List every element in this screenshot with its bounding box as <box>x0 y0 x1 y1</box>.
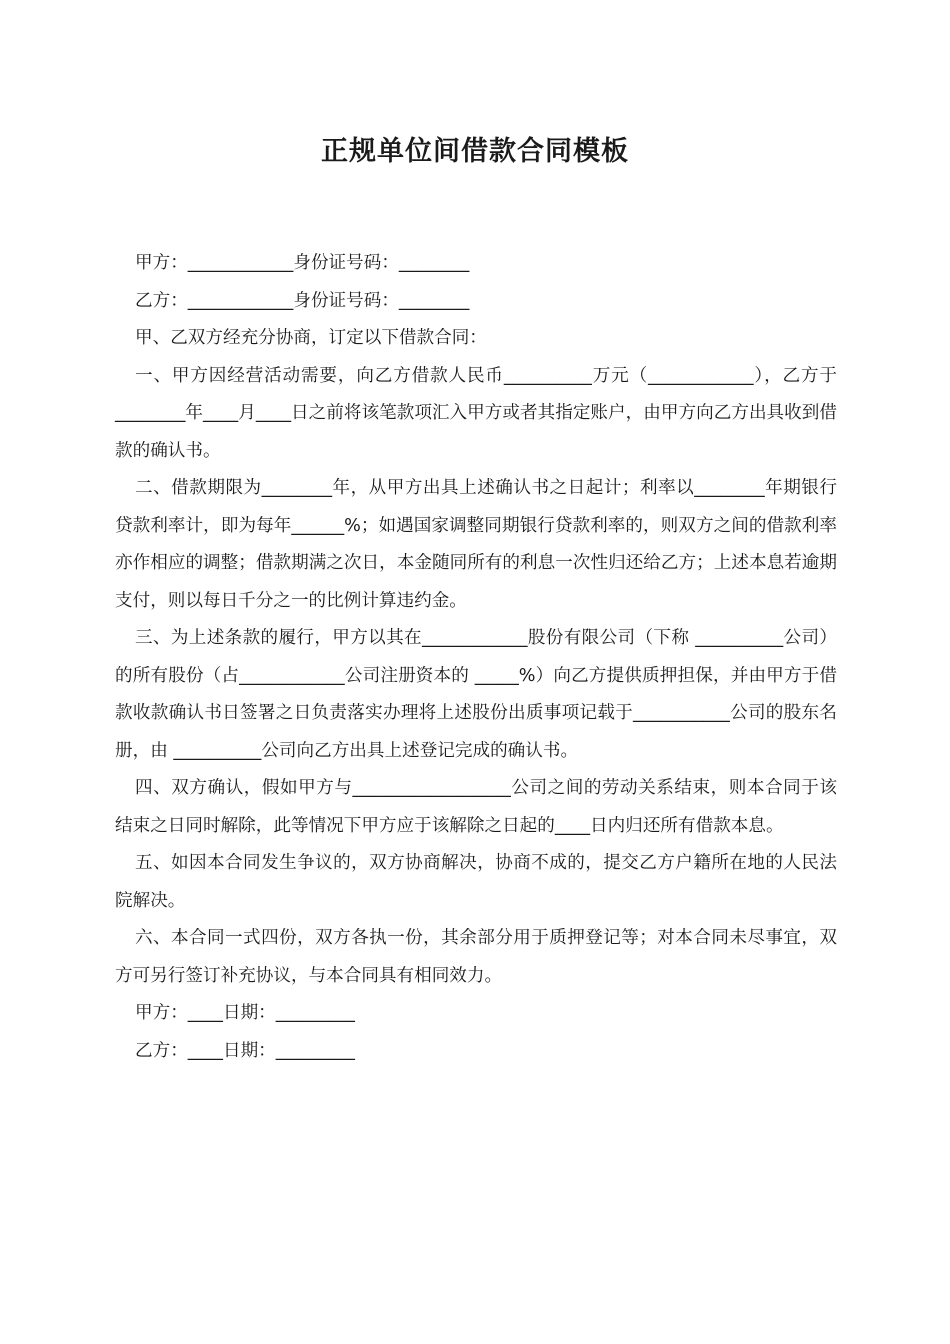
party-b-line: 乙方：____________身份证号码：________ <box>135 290 470 311</box>
document-body <box>115 245 837 1070</box>
clause-3-paragraph: 三、为上述条款的履行，甲方以其在____________股份有限公司（下称 __________公司）的所有股份（占____________公司注册资本的 _____%）向乙方提供质押担保，并由甲方于借款收款确认书日签署之日负责落实办理将上述股份出质事项记载于___________公司的股东名册，由 __________公司向乙方出具上述登记完成的确认书。 <box>115 628 837 761</box>
clause-4-paragraph: 四、双方确认，假如甲方与__________________公司之间的劳动关系结束，则本合同于该结束之日同时解除，此等情况下甲方应于该解除之日起的____日内归还所有借款本息。 <box>115 778 837 836</box>
party-a-signature-line: 甲方：____日期：_________ <box>135 1003 355 1023</box>
preamble-paragraph: 甲、乙双方经充分协商，订定以下借款合同： <box>135 328 487 348</box>
party-b-signature-line: 乙方：____日期：_________ <box>135 1040 355 1061</box>
clause-2-paragraph: 二、借款期限为________年，从甲方出具上述确认书之日起计；利率以________年期银行贷款利率计，即为每年______%；如遇国家调整同期银行贷款利率的，则双方之间的借款利率亦作相应的调整；借款期满之次日，本金随同所有的利息一次性归还给乙方；上述本息若逾期支付，则以每日千分之一的比例计算违约金。 <box>115 478 837 611</box>
clause-6-paragraph: 六、本合同一式四份，双方各执一份，其余部分用于质押登记等；对本合同未尽事宜，双方可另行签订补充协议，与本合同具有相同效力。 <box>115 928 837 986</box>
party-a-line: 甲方：____________身份证号码：________ <box>135 253 470 273</box>
document-title: 正规单位间借款合同模板 <box>321 136 629 167</box>
clause-1-paragraph: 一、甲方因经营活动需要，向乙方借款人民币__________万元（____________），乙方于________年____月____日之前将该笔款项汇入甲方或者其指定账户，由甲方向乙方出具收到借款的确认书。 <box>115 365 837 461</box>
clause-5-paragraph: 五、如因本合同发生争议的，双方协商解决，协商不成的，提交乙方户籍所在地的人民法院解决。 <box>115 853 837 911</box>
